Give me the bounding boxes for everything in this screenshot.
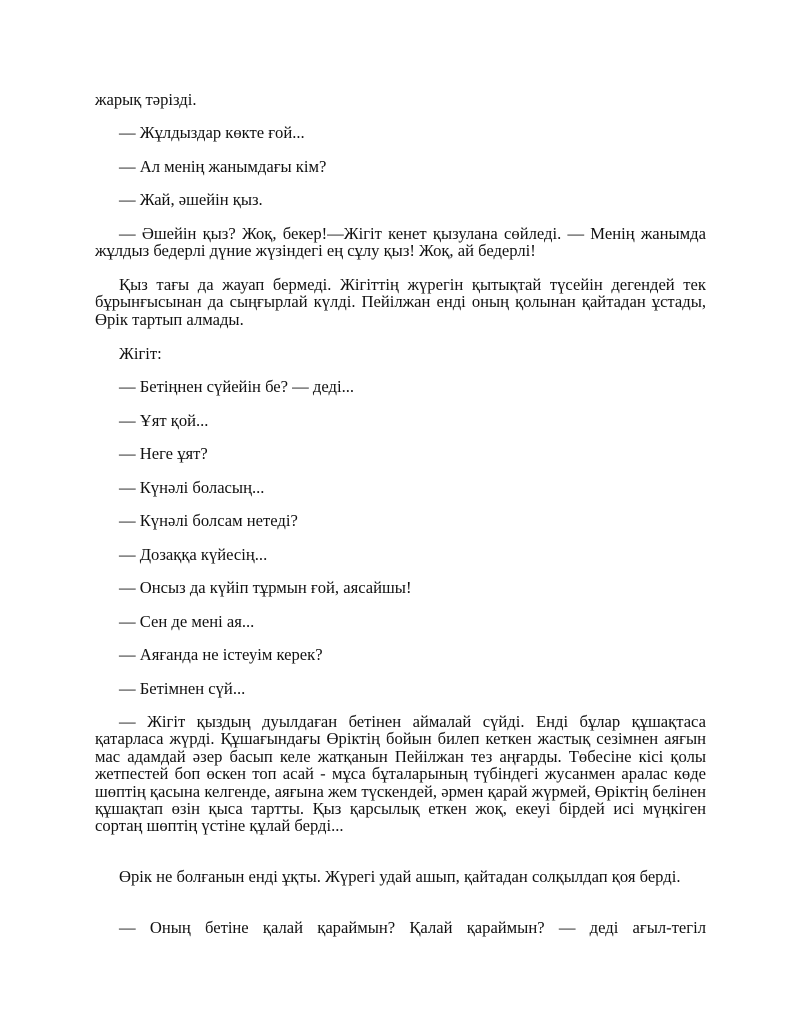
- paragraph-dialogue: — Күнәлі болсам нетеді?: [119, 511, 298, 530]
- paragraph-dialogue: — Ұят қой...: [119, 411, 209, 430]
- paragraph-dialogue: — Аяғанда не істеуім керек?: [119, 645, 323, 664]
- paragraph-dialogue: — Бетіңнен сүйейін бе? — деді...: [119, 377, 355, 396]
- paragraph-dialogue: — Әшейін қыз? Жоқ, бекер!—Жігіт кенет қызулана сөйледі. — Менің жанымда жұлдыз бедерлі дүние жүзіндегі ең сұлу қыз! Жоқ, ай бедерлі!: [95, 224, 706, 261]
- paragraph-dialogue: — Неге ұят?: [119, 444, 208, 463]
- paragraph-dialogue: — Сен де мені ая...: [119, 612, 255, 631]
- paragraph-dialogue: — Күнәлі боласың...: [119, 478, 265, 497]
- paragraph-dialogue: — Бетімнен сүй...: [119, 679, 246, 698]
- paragraph-dialogue: — Ал менің жанымдағы кім?: [119, 157, 327, 176]
- paragraph-narration: Қыз тағы да жауап бермеді. Жігіттің жүрегін қытықтай түсейін дегендей тек бұрынғысынан да сыңғырлай күлді. Пейілжан енді оның қолынан қайтадан ұстады, Өрік тартып алмады.: [95, 275, 706, 329]
- paragraph-dialogue: Жігіт:: [119, 344, 162, 363]
- paragraph-dialogue: — Дозаққа күйесің...: [119, 545, 268, 564]
- paragraph-dialogue: — Жұлдыздар көкте ғой...: [119, 123, 305, 142]
- paragraph-dialogue: — Жай, әшейін қыз.: [119, 190, 263, 209]
- paragraph-continuation: жарық тәрізді.: [95, 90, 197, 109]
- paragraph-narration: Өрік не болғанын енді ұқты. Жүрегі удай ашып, қайтадан солқылдап қоя берді.: [119, 867, 681, 886]
- paragraph-dialogue: — Оның бетіне қалай қараймын? Қалай қараймын? — деді ағыл-тегіл: [119, 918, 706, 937]
- paragraph-narration: — Жігіт қыздың дуылдаған бетінен аймалай сүйді. Енді бұлар құшақтаса қатарласа жүрді. Құшағындағы Өріктің бойын билеп кеткен жастық сезімнен аяғын мас адамдай әзер басып келе жатқанын Пейілжан тез аңғарды. Төбесіне кісі қолы жетпестей боп өскен топ асай - мұса бұталарының түбіндегі жусанмен аралас көде шөптің қасына келгенде, аяғына жем түскендей, әрмен қарай жүрмей, Өріктің белінен құшақтап өзін қыса тартты. Қыз қарсылық еткен жоқ, екеуі бірдей исі мүңкіген сортаң шөптің үстіне құлай берді...: [95, 712, 706, 836]
- paragraph-dialogue: — Онсыз да күйіп тұрмын ғой, аясайшы!: [119, 578, 412, 597]
